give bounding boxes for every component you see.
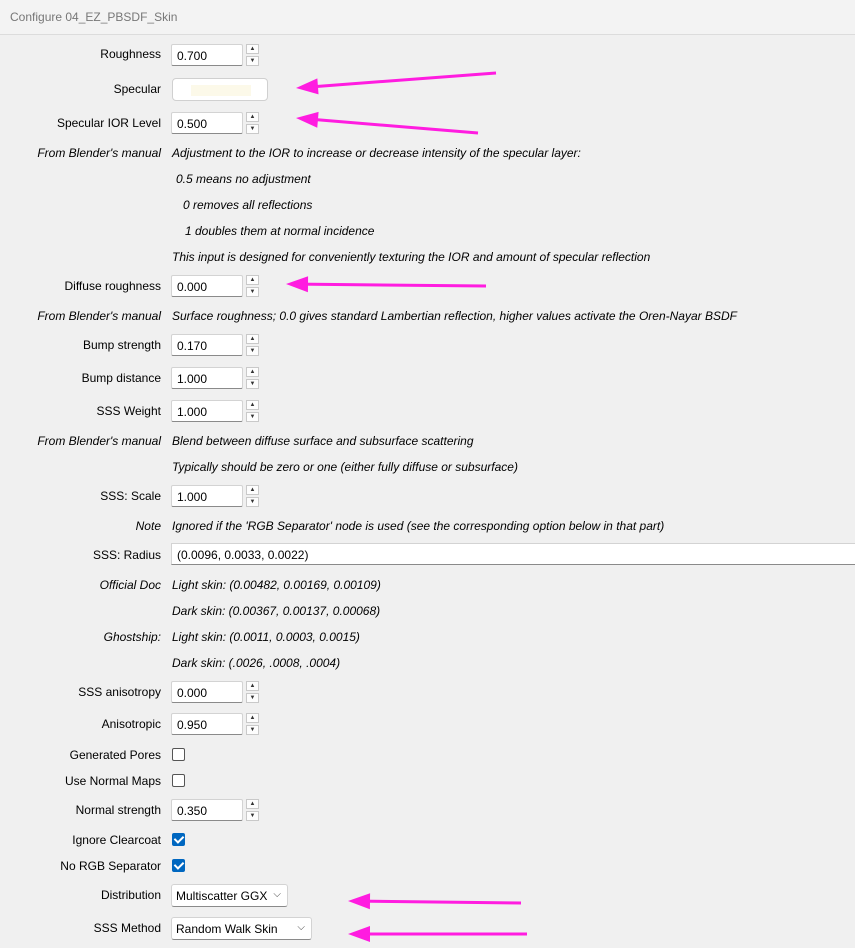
diffuse-note-label: From Blender's manual (37, 309, 161, 323)
sss-anisotropy-value: 0.000 (177, 686, 208, 700)
scale-note-label: Note (135, 519, 161, 533)
ior-note-line: Adjustment to the IOR to increase or decrease intensity of the specular layer: (172, 146, 581, 160)
bump-distance-value: 1.000 (177, 372, 208, 386)
specular-ior-label: Specular IOR Level (56, 116, 161, 130)
sss-method-value: Random Walk Skin (176, 922, 278, 936)
normal-strength-value: 0.350 (177, 804, 208, 818)
anisotropic-stepper[interactable] (246, 713, 260, 735)
sss-method-select[interactable] (171, 917, 312, 940)
sss-radius-input[interactable] (171, 543, 855, 565)
ior-note-label: From Blender's manual (37, 146, 161, 160)
scale-note-text: Ignored if the 'RGB Separator' node is used (see the corresponding option below in that part) (172, 519, 665, 533)
ior-note-line: 1 doubles them at normal incidence (185, 224, 375, 238)
arrow-up-icon[interactable]: ▲ (246, 799, 259, 809)
diffuse-note-text: Surface roughness; 0.0 gives standard Lambertian reflection, higher values activate the Oren-Nayar BSDF (172, 309, 737, 323)
anisotropic-label: Anisotropic (101, 717, 161, 731)
official-doc-line: Dark skin: (0.00367, 0.00137, 0.00068) (172, 604, 381, 618)
bump-strength-input[interactable] (171, 334, 243, 356)
arrow-up-icon[interactable]: ▲ (246, 112, 259, 122)
arrow-up-icon[interactable]: ▲ (246, 485, 259, 495)
color-swatch (191, 85, 251, 96)
generated-pores-label: Generated Pores (69, 748, 161, 762)
distribution-select[interactable] (171, 884, 288, 907)
sss-anisotropy-label: SSS anisotropy (78, 685, 161, 699)
diffuse-roughness-stepper[interactable] (246, 275, 260, 297)
ior-note-line: This input is designed for conveniently texturing the IOR and amount of specular reflection (172, 250, 651, 264)
arrow-down-icon[interactable]: ▼ (246, 287, 259, 297)
arrow-up-icon[interactable]: ▲ (246, 275, 259, 285)
bump-strength-stepper[interactable] (246, 334, 260, 356)
normal-strength-label: Normal strength (75, 803, 161, 817)
settings-panel (0, 35, 855, 948)
ior-note-line: 0.5 means no adjustment (176, 172, 311, 186)
arrow-up-icon[interactable]: ▲ (246, 44, 259, 54)
arrow-up-icon[interactable]: ▲ (246, 334, 259, 344)
diffuse-roughness-label: Diffuse roughness (64, 279, 161, 293)
diffuse-roughness-input[interactable] (171, 275, 243, 297)
specular-label: Specular (113, 82, 161, 96)
chevron-down-icon: ⌵ (297, 922, 305, 933)
bump-strength-label: Bump strength (82, 338, 161, 352)
sss-weight-note-line: Blend between diffuse surface and subsurface scattering (172, 434, 474, 448)
sss-method-label: SSS Method (93, 921, 161, 935)
bump-distance-label: Bump distance (81, 371, 161, 385)
arrow-down-icon[interactable]: ▼ (246, 346, 259, 356)
sss-anisotropy-stepper[interactable] (246, 681, 260, 703)
sss-weight-note-label: From Blender's manual (37, 434, 161, 448)
ghostship-label: Ghostship: (103, 630, 161, 644)
arrow-down-icon[interactable]: ▼ (246, 811, 259, 821)
specular-ior-stepper[interactable] (246, 112, 260, 134)
bump-strength-value: 0.170 (177, 339, 208, 353)
arrow-down-icon[interactable]: ▼ (246, 725, 259, 735)
distribution-label: Distribution (100, 888, 161, 902)
sss-scale-input[interactable] (171, 485, 243, 507)
ignore-clearcoat-checkbox[interactable] (172, 833, 185, 846)
ghostship-line: Light skin: (0.0011, 0.0003, 0.0015) (172, 630, 360, 644)
sss-weight-value: 1.000 (177, 405, 208, 419)
arrow-down-icon[interactable]: ▼ (246, 379, 259, 389)
diffuse-roughness-value: 0.000 (177, 280, 208, 294)
sss-scale-label: SSS: Scale (100, 489, 161, 503)
arrow-down-icon[interactable]: ▼ (246, 56, 259, 66)
specular-color-button[interactable] (172, 78, 268, 101)
arrow-down-icon[interactable]: ▼ (246, 693, 259, 703)
specular-ior-input[interactable] (171, 112, 243, 134)
arrow-up-icon[interactable]: ▲ (246, 713, 259, 723)
arrow-down-icon[interactable]: ▼ (246, 497, 259, 507)
official-doc-label: Official Doc (99, 578, 161, 592)
no-rgb-separator-checkbox[interactable] (172, 859, 185, 872)
bump-distance-input[interactable] (171, 367, 243, 389)
anisotropic-value: 0.950 (177, 718, 208, 732)
sss-scale-value: 1.000 (177, 490, 208, 504)
generated-pores-checkbox[interactable] (172, 748, 185, 761)
specular-ior-value: 0.500 (177, 117, 208, 131)
bump-distance-stepper[interactable] (246, 367, 260, 389)
sss-scale-stepper[interactable] (246, 485, 260, 507)
normal-strength-stepper[interactable] (246, 799, 260, 821)
ignore-clearcoat-label: Ignore Clearcoat (72, 833, 161, 847)
sss-weight-stepper[interactable] (246, 400, 260, 422)
arrow-down-icon[interactable]: ▼ (246, 412, 259, 422)
sss-anisotropy-input[interactable] (171, 681, 243, 703)
sss-radius-label: SSS: Radius (92, 548, 161, 562)
use-normal-maps-checkbox[interactable] (172, 774, 185, 787)
roughness-value: 0.700 (177, 49, 208, 63)
anisotropic-input[interactable] (171, 713, 243, 735)
sss-weight-note-line: Typically should be zero or one (either fully diffuse or subsurface) (172, 460, 518, 474)
roughness-stepper[interactable] (246, 44, 260, 66)
distribution-value: Multiscatter GGX (176, 889, 268, 903)
title-bar (0, 0, 855, 35)
arrow-up-icon[interactable]: ▲ (246, 400, 259, 410)
sss-radius-value: (0.0096, 0.0033, 0.0022) (177, 548, 309, 562)
sss-weight-label: SSS Weight (96, 404, 161, 418)
normal-strength-input[interactable] (171, 799, 243, 821)
arrow-down-icon[interactable]: ▼ (246, 124, 259, 134)
no-rgb-separator-label: No RGB Separator (60, 859, 161, 873)
arrow-up-icon[interactable]: ▲ (246, 681, 259, 691)
arrow-up-icon[interactable]: ▲ (246, 367, 259, 377)
official-doc-line: Light skin: (0.00482, 0.00169, 0.00109) (172, 578, 381, 592)
ghostship-line: Dark skin: (.0026, .0008, .0004) (172, 656, 341, 670)
ior-note-line: 0 removes all reflections (183, 198, 313, 212)
roughness-label: Roughness (100, 47, 161, 61)
window-title: Configure 04_EZ_PBSDF_Skin (10, 10, 178, 24)
roughness-input[interactable] (171, 44, 243, 66)
chevron-down-icon: ⌵ (273, 889, 281, 900)
use-normal-maps-label: Use Normal Maps (64, 774, 161, 788)
sss-weight-input[interactable] (171, 400, 243, 422)
